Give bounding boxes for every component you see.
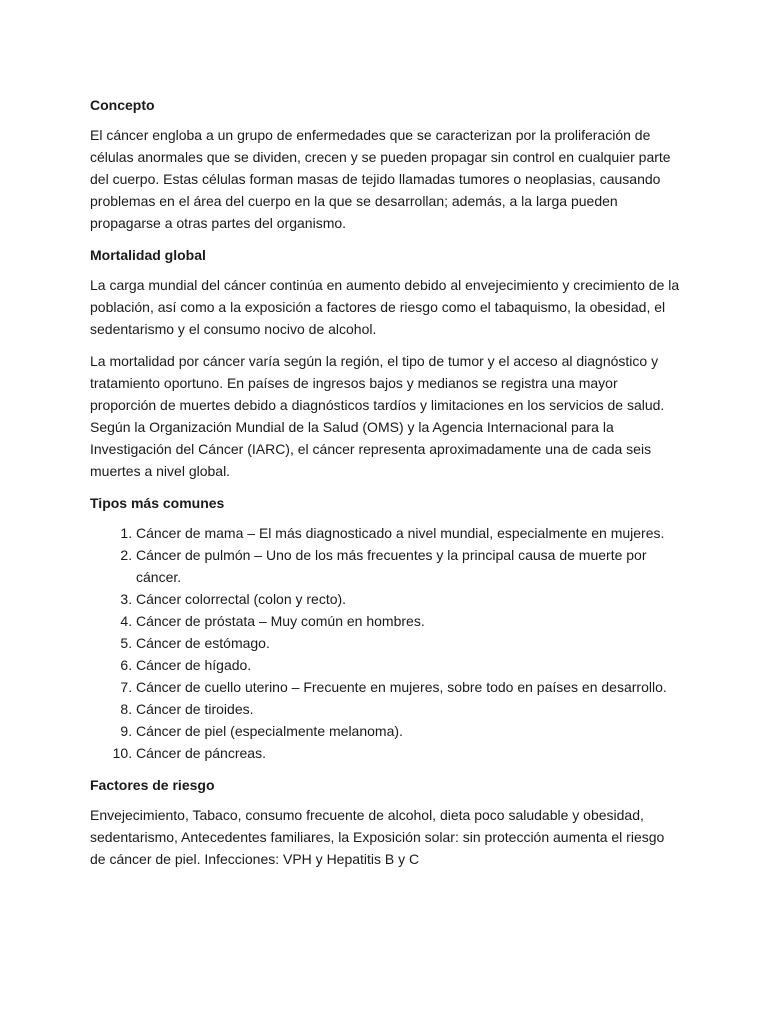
list-item: 10. Cáncer de páncreas. bbox=[136, 742, 680, 764]
types-list bbox=[90, 522, 680, 764]
heading-concepto: Concepto bbox=[90, 97, 155, 113]
list-item: 3. Cáncer colorrectal (colon y recto). bbox=[136, 588, 680, 610]
list-item: 4. Cáncer de próstata – Muy común en hombres. bbox=[136, 610, 680, 632]
heading-factores: Factores de riesgo bbox=[90, 777, 215, 793]
paragraph-factores: Envejecimiento, Tabaco, consumo frecuente de alcohol, dieta poco saludable y obesidad, sedentarismo, Antecedentes familiares, la Exposición solar: sin protección aumenta el riesgo de cáncer de piel. Infecciones: VPH y Hepatitis B y C bbox=[90, 807, 665, 867]
list-item: 5. Cáncer de estómago. bbox=[136, 632, 680, 654]
paragraph-mortalidad-1: La carga mundial del cáncer continúa en aumento debido al envejecimiento y crecimiento de la población, así como a la exposición a factores de riesgo como el tabaquismo, la obesidad, el sedentarismo y el consumo nocivo de alcohol. bbox=[90, 277, 680, 337]
paragraph-mortalidad-2: La mortalidad por cáncer varía según la región, el tipo de tumor y el acceso al diagnóstico y tratamiento oportuno. En países de ingresos bajos y medianos se registra una mayor proporción de muertes debido a diagnósticos tardíos y limitaciones en los servicios de salud. Según la Organización Mundial de la Salud (OMS) y la Agencia Internacional para la Investigación del Cáncer (IARC), el cáncer representa aproximadamente una de cada seis muertes a nivel global. bbox=[90, 353, 665, 479]
list-item: 2. Cáncer de pulmón – Uno de los más frecuentes y la principal causa de muerte por cáncer. bbox=[136, 544, 680, 588]
section-tipos bbox=[90, 492, 680, 764]
heading-tipos: Tipos más comunes bbox=[90, 495, 225, 511]
list-item: 9. Cáncer de piel (especialmente melanoma). bbox=[136, 720, 680, 742]
list-item: 8. Cáncer de tiroides. bbox=[136, 698, 680, 720]
section-mortalidad bbox=[90, 244, 680, 482]
list-item: 1. Cáncer de mama – El más diagnosticado a nivel mundial, especialmente en mujeres. bbox=[136, 522, 680, 544]
paragraph-concepto: El cáncer engloba a un grupo de enfermedades que se caracterizan por la proliferación de células anormales que se dividen, crecen y se pueden propagar sin control en cualquier parte del cuerpo. Estas células forman masas de tejido llamadas tumores o neoplasias, causando problemas en el área del cuerpo en la que se desarrollan; además, a la larga pueden propagarse a otras partes del organismo. bbox=[90, 127, 671, 231]
list-item: 6. Cáncer de hígado. bbox=[136, 654, 680, 676]
section-concepto bbox=[90, 94, 680, 234]
heading-mortalidad: Mortalidad global bbox=[90, 247, 206, 263]
list-item: 7. Cáncer de cuello uterino – Frecuente en mujeres, sobre todo en países en desarrollo. bbox=[136, 676, 680, 698]
section-factores bbox=[90, 774, 680, 870]
